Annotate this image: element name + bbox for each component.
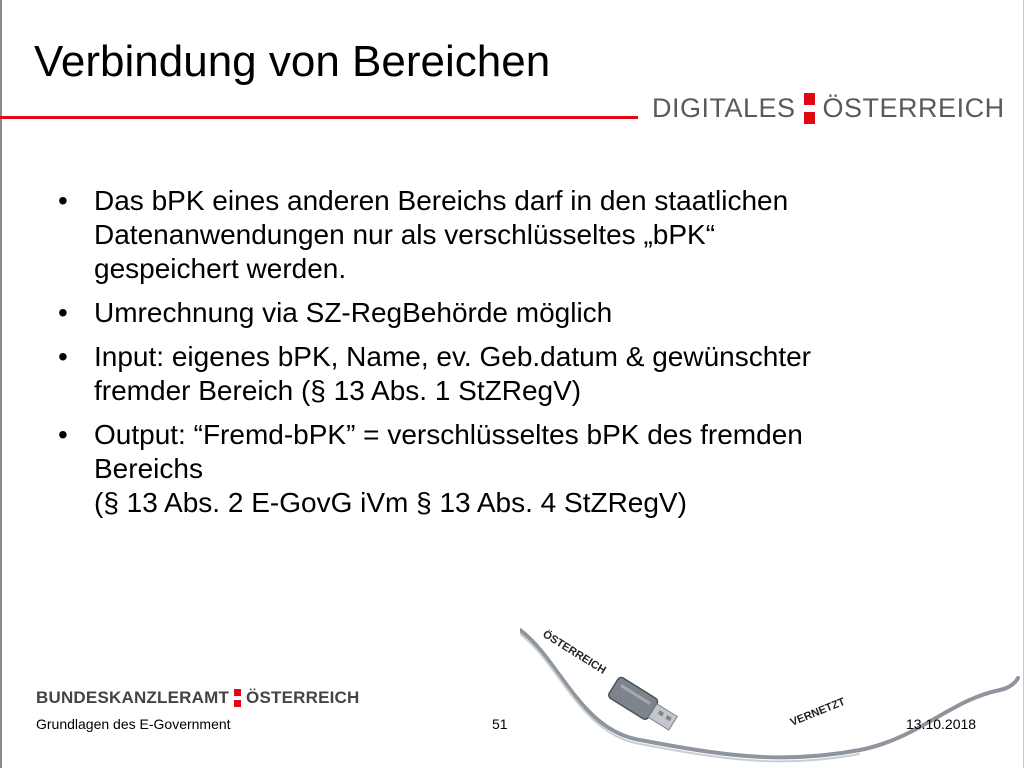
- bullet-item: [58, 340, 988, 408]
- bullet-text-line: fremder Bereich (§ 13 Abs. 1 StZRegV): [94, 375, 582, 406]
- bullet-text-line: Input: eigenes bPK, Name, ev. Geb.datum & gewünschter: [94, 341, 811, 372]
- bundeskanzleramt-logo: [36, 686, 360, 710]
- bullet-dot: •: [58, 185, 68, 216]
- austrian-flag-icon: [234, 689, 241, 707]
- usb-cable-graphic: [520, 620, 1020, 768]
- bullet-text-line: Das bPK eines anderen Bereichs darf in den staatlichen: [94, 185, 789, 216]
- bullet-text-line: (§ 13 Abs. 2 E-GovG iVm § 13 Abs. 4 StZRegV): [94, 487, 687, 518]
- bullet-text-line: Umrechnung via SZ-RegBehörde möglich: [94, 297, 613, 328]
- bullet-text-line: Bereichs: [94, 453, 203, 484]
- usb-label-bottom: VERNETZT: [788, 695, 847, 729]
- bullet-item: [58, 184, 988, 286]
- digitales-oesterreich-logo: [652, 88, 1005, 128]
- logo-top-right-text: ÖSTERREICH: [822, 92, 1005, 123]
- bullet-text-line: Datenanwendungen nur als verschlüsseltes „bPK“: [94, 219, 716, 250]
- austrian-flag-icon: [804, 93, 815, 124]
- bullet-dot: •: [58, 419, 68, 450]
- bullet-dot: •: [58, 297, 68, 328]
- footer-course-title: Grundlagen des E-Government: [36, 716, 231, 732]
- bullet-item: [58, 296, 988, 330]
- logo-bottom-right-text: ÖSTERREICH: [246, 688, 360, 707]
- slide-title: Verbindung von Bereichen: [34, 37, 551, 86]
- bullet-text-line: gespeichert werden.: [94, 253, 347, 284]
- bullet-dot: •: [58, 341, 68, 372]
- bullet-item: [58, 418, 988, 520]
- usb-label-top: ÖSTERREICH: [540, 628, 608, 677]
- title-underline: [0, 116, 638, 119]
- bullet-list: [58, 184, 988, 530]
- logo-top-left-text: DIGITALES: [652, 92, 796, 123]
- logo-bottom-left-text: BUNDESKANZLERAMT: [36, 688, 230, 707]
- bullet-text-line: Output: “Fremd-bPK” = verschlüsseltes bPK des fremden: [94, 419, 803, 450]
- page-number: 51: [492, 716, 508, 732]
- footer-date: 13.10.2018: [906, 716, 977, 732]
